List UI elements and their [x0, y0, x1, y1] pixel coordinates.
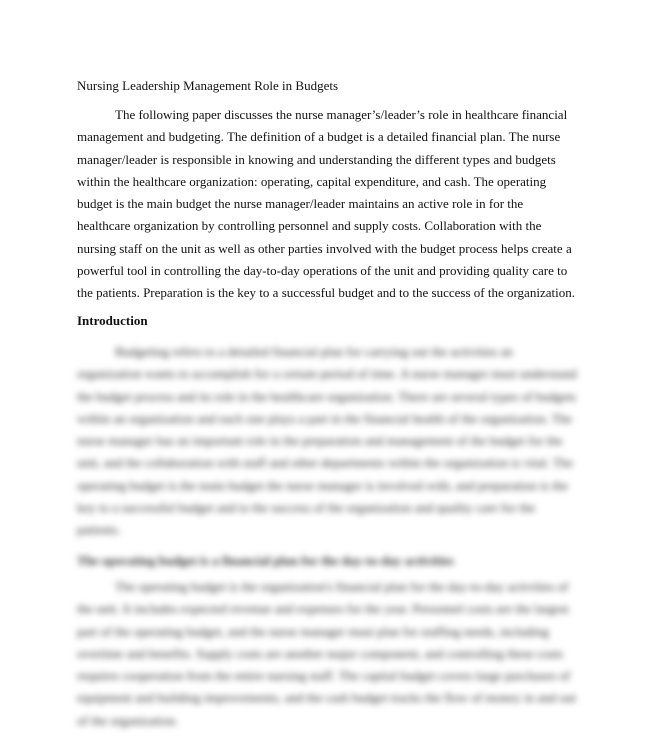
introduction-heading: Introduction	[77, 313, 148, 328]
blurred-section-heading: The operating budget is a financial plan for the day-to-day activities	[77, 553, 454, 568]
abstract-paragraph: The following paper discusses the nurse manager’s/leader’s role in healthcare financial management and budgeting. The definition of a budget is a detailed financial plan. The nurse manager/leader is responsible in knowing and understanding the different types and budgets within the healthcare organization: operating, capital expenditure, and cash. The operating budget is the main budget the nurse manager/leader maintains an active role in for the healthcare organization by controlling personnel and supply costs. Collaboration with the nursing staff on the unit as well as other parties involved with the budget process helps create a powerful tool in controlling the day-to-day operations of the unit and providing quality care to the patients. Preparation is the key to a successful budget and to the success of the organization.	[77, 107, 575, 301]
document-title: Nursing Leadership Management Role in Budgets	[77, 78, 339, 93]
blurred-body-paragraph: The operating budget is the organization's financial plan for the day-to-day activities of the unit. It includes expected revenue and expenses for the year. Personnel costs are the largest part of the operating budget, and the nurse manager must plan for staffing needs, including overtime and benefits. Supply costs are another major component, and controlling these costs requires cooperation from the entire nursing staff. The capital budget covers large purchases of equipment and building improvements, and the cash budget tracks the flow of money in and out of the organization.	[77, 579, 576, 728]
blurred-introduction-paragraph: Budgeting refers to a detailed financial plan for carrying out the activities an organization wants to accomplish for a certain period of time. A nurse manager must understand the budget process and its role in the healthcare organization. There are several types of budgets within an organization and each one plays a part in the financial health of the organization. The nurse manager has an important role in the preparation and management of the budget for the unit, and the collaboration with staff and other departments within the organization is vital. The operating budget is the main budget the nurse manager is involved with, and preparation is the key to a successful budget and to the success of the organization and quality care for the patients.	[77, 344, 577, 538]
